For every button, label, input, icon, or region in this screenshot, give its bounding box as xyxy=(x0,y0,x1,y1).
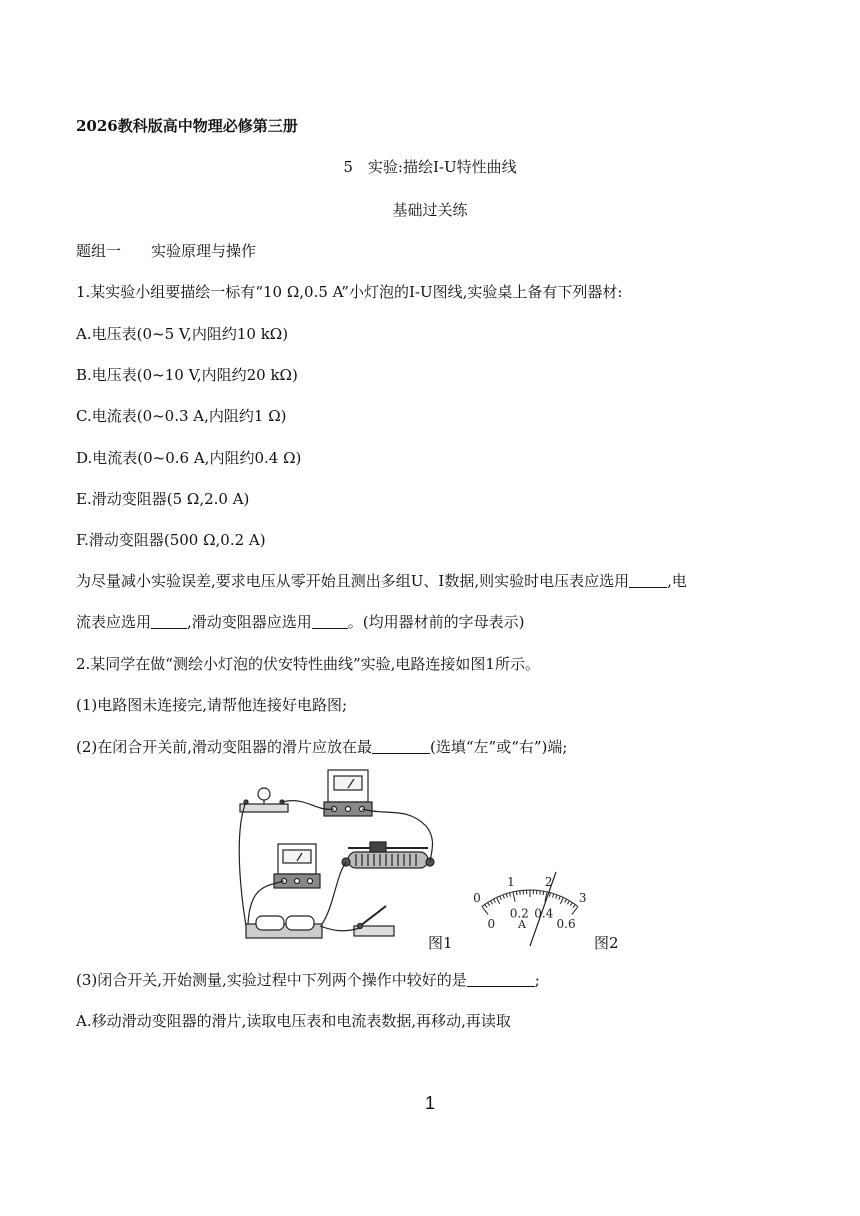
q1-req-text-a: 为尽量减小实验误差,要求电压从零开始且测出多组U、I数据,则实验时电压表应选用 xyxy=(76,572,630,590)
meter-tick xyxy=(491,901,493,905)
meter-bottom-scale-label: 0.2 xyxy=(509,906,529,921)
meter-top-scale-label: 2 xyxy=(544,875,553,890)
q1-req2-text-b: ,滑动变阻器应选用 xyxy=(187,613,312,631)
meter-tick xyxy=(513,892,515,902)
meter-tick xyxy=(520,891,521,895)
meter-top-scale-label: 1 xyxy=(507,875,515,890)
meter-tick xyxy=(560,898,563,904)
q1-requirement-line1 xyxy=(76,571,687,591)
meter-tick xyxy=(549,893,550,897)
meter-tick xyxy=(572,907,578,915)
meter-top-scale-label: 0 xyxy=(473,891,481,906)
q1-req-text-b: ,电 xyxy=(667,572,687,590)
q2-part3 xyxy=(76,970,540,990)
meter-unit-label: A xyxy=(518,918,526,931)
meter-tick xyxy=(516,891,517,895)
document-header: 2026教科版高中物理必修第三册 xyxy=(76,117,298,135)
answer-blank-slider-end[interactable] xyxy=(372,738,430,754)
q1-req2-text-a: 流表应选用 xyxy=(76,613,152,631)
q2-part2-text-a: (2)在闭合开关前,滑动变阻器的滑片应放在最 xyxy=(76,738,373,756)
meter-tick xyxy=(565,899,567,903)
meter-tick xyxy=(506,894,507,898)
q1-option-d: D.电流表(0~0.6 A,内阻约0.4 Ω) xyxy=(76,449,302,467)
meter-bottom-scale-label: 0.6 xyxy=(556,916,576,931)
meter-tick xyxy=(553,894,554,898)
meter-tick xyxy=(567,901,569,905)
meter-tick xyxy=(510,893,511,897)
section-title: 5 实验:描绘I-U特性曲线 xyxy=(343,158,517,176)
q2-part2 xyxy=(76,737,567,757)
q1-option-c: C.电流表(0~0.3 A,内阻约1 Ω) xyxy=(76,407,287,425)
q1-stem: 1.某实验小组要描绘一标有“10 Ω,0.5 A”小灯泡的I-U图线,实验桌上备有下列器材: xyxy=(76,283,623,301)
q1-option-a: A.电压表(0~5 V,内阻约10 kΩ) xyxy=(76,325,289,343)
q2-option-a: A.移动滑动变阻器的滑片,读取电压表和电流表数据,再移动,再读取 xyxy=(76,1012,511,1030)
meter-tick xyxy=(494,899,496,903)
q1-requirement-line2 xyxy=(76,612,525,632)
answer-blank-ammeter[interactable] xyxy=(151,613,187,629)
meter-tick xyxy=(482,907,488,915)
q1-option-b: B.电压表(0~10 V,内阻约20 kΩ) xyxy=(76,366,298,384)
answer-blank-voltmeter[interactable] xyxy=(629,572,667,588)
battery-icon xyxy=(246,916,322,938)
answer-blank-better-operation[interactable] xyxy=(467,971,535,987)
meter-tick xyxy=(503,895,504,899)
meter-tick xyxy=(540,891,541,895)
meter-tick xyxy=(573,905,575,908)
answer-blank-rheostat[interactable] xyxy=(312,613,348,629)
meter-ticks xyxy=(482,890,578,914)
meter-tick xyxy=(543,891,544,895)
figure2-label: 图2 xyxy=(594,934,619,952)
circuit-figure xyxy=(236,766,436,946)
meter-tick xyxy=(570,903,572,906)
meter-scale-figure xyxy=(452,848,602,948)
meter-top-scale-label: 3 xyxy=(578,891,587,906)
meter-bottom-scale-label: 0 xyxy=(487,916,496,931)
q2-part3-text-a: (3)闭合开关,开始测量,实验过程中下列两个操作中较好的是 xyxy=(76,971,467,989)
q1-req2-text-c: 。(均用器材前的字母表示) xyxy=(347,613,525,631)
meter-tick xyxy=(485,905,487,908)
rheostat-icon xyxy=(342,842,434,868)
q1-option-f: F.滑动变阻器(500 Ω,0.2 A) xyxy=(76,531,266,549)
figure1-label: 图1 xyxy=(428,934,453,952)
lamp-icon xyxy=(240,788,288,812)
q2-stem: 2.某同学在做“测绘小灯泡的伏安特性曲线”实验,电路连接如图1所示。 xyxy=(76,655,540,673)
page-number: 1 xyxy=(424,1093,435,1113)
section-subtitle: 基础过关练 xyxy=(392,201,468,219)
group-label: 题组一 实验原理与操作 xyxy=(76,242,257,260)
meter-tick xyxy=(559,896,561,900)
meter-tick xyxy=(500,896,502,900)
q2-part2-text-b: (选填“左”或“右”)端; xyxy=(430,738,568,756)
switch-icon xyxy=(354,906,394,936)
meter-tick xyxy=(556,895,557,899)
q1-option-e: E.滑动变阻器(5 Ω,2.0 A) xyxy=(76,490,250,508)
q2-part1: (1)电路图未连接完,请帮他连接好电路图; xyxy=(76,696,348,714)
meter-tick xyxy=(488,903,490,906)
q2-part3-text-b: ; xyxy=(534,971,540,989)
meter-tick xyxy=(497,898,500,904)
meter-bottom-scale-label: 0.4 xyxy=(534,906,554,921)
